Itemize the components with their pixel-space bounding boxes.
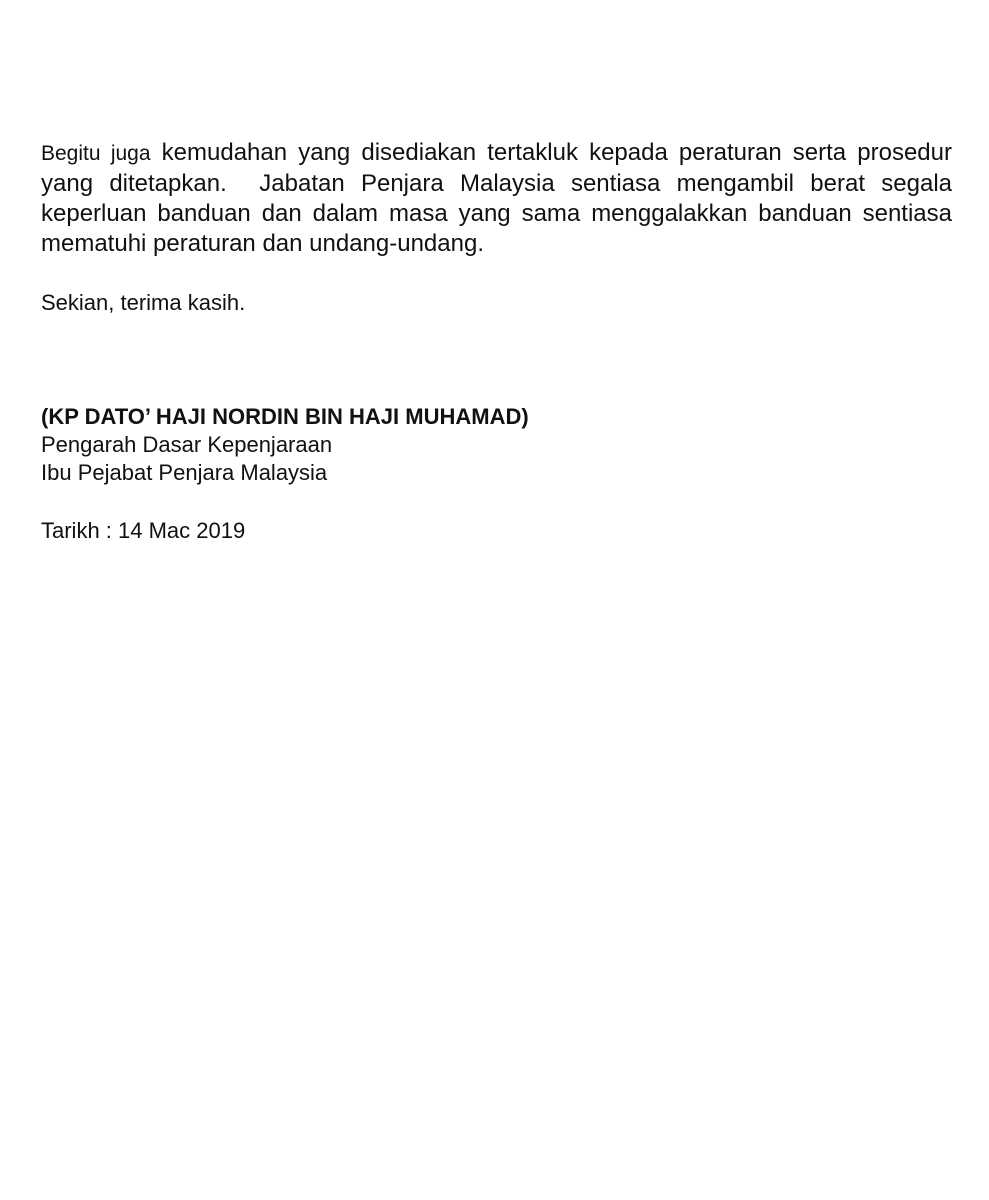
body-paragraph <box>41 138 952 259</box>
paragraph-lead-text: Begitu juga <box>41 142 151 165</box>
document-page <box>41 138 952 567</box>
date-line: Tarikh : 14 Mac 2019 <box>41 518 246 543</box>
signature-block <box>41 403 952 487</box>
signatory-title: Pengarah Dasar Kepenjaraan <box>41 432 333 457</box>
closing-text: Sekian, terima kasih. <box>41 290 246 315</box>
signatory-office: Ibu Pejabat Penjara Malaysia <box>41 460 328 485</box>
paragraph-text: kemudahan yang disediakan tertakluk kepada peraturan serta prosedur yang ditetapkan. Jabatan Penjara Malaysia sentiasa mengambil berat segala keperluan banduan dan dalam masa yang sama menggalakkan banduan sentiasa mematuhi peraturan dan undang-undang. <box>41 139 952 257</box>
signatory-name: (KP DATO’ HAJI NORDIN BIN HAJI MUHAMAD) <box>41 404 529 429</box>
